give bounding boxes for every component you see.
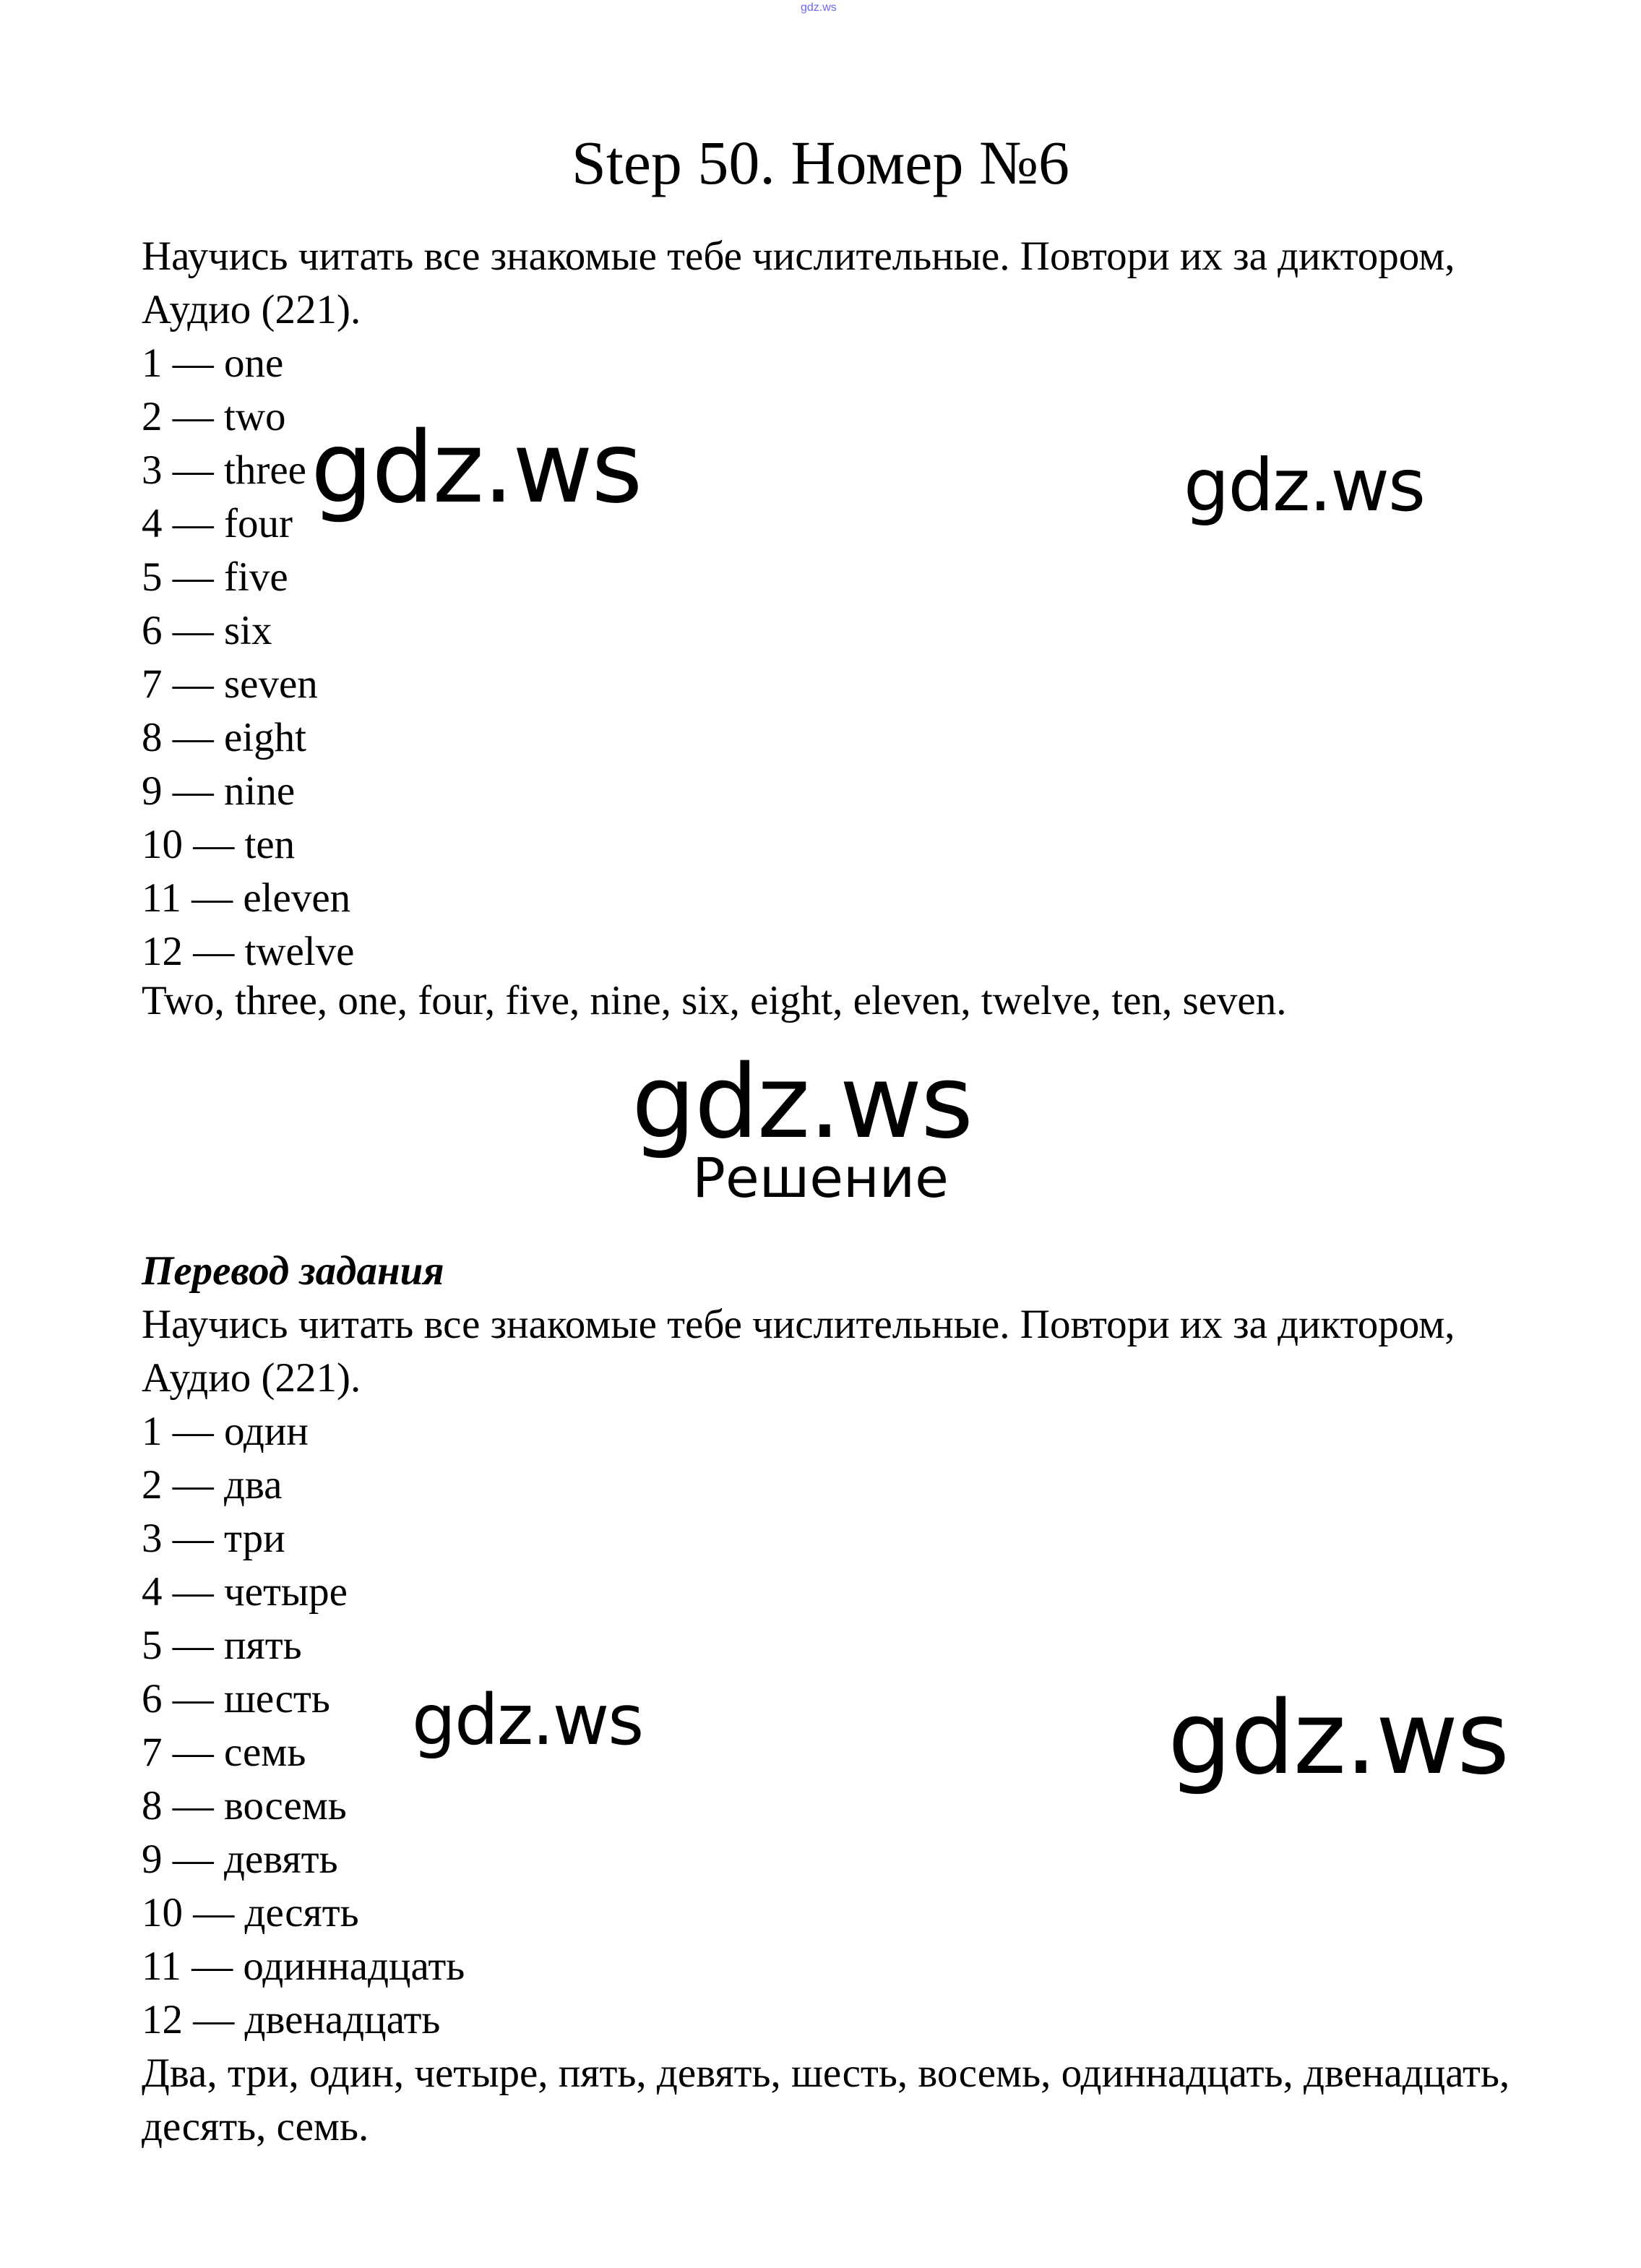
solution-number-9: 9 — девять	[142, 1837, 338, 1882]
solution-number-1: 1 — один	[142, 1409, 309, 1454]
top-watermark: gdz.ws	[801, 1, 837, 14]
task-number-10: 10 — ten	[142, 822, 296, 867]
watermark-logo: gdz.ws	[632, 1044, 973, 1161]
translation-heading: Перевод задания	[142, 1248, 444, 1294]
watermark-logo: gdz.ws	[1168, 1680, 1509, 1797]
task-number-6: 6 — six	[142, 608, 272, 653]
solution-number-5: 5 — пять	[142, 1623, 302, 1668]
task-sequence: Two, three, one, four, five, nine, six, eight, eleven, twelve, ten, seven.	[142, 978, 1287, 1023]
watermark-logo: gdz.ws	[1184, 443, 1425, 528]
task-number-5: 5 — five	[142, 554, 288, 600]
solution-number-11: 11 — одиннадцать	[142, 1943, 465, 1989]
page-title: Step 50. Номер №6	[571, 128, 1069, 197]
solution-sequence-line2: десять, семь.	[142, 2104, 369, 2149]
solution-instruction-line1: Научись читать все знакомые тебе числительные. Повтори их за диктором,	[142, 1302, 1455, 1347]
task-number-9: 9 — nine	[142, 768, 296, 814]
solution-number-12: 12 — двенадцать	[142, 1997, 441, 2043]
solution-heading: Решение	[692, 1146, 949, 1210]
task-number-2: 2 — two	[142, 394, 286, 439]
task-number-12: 12 — twelve	[142, 929, 355, 974]
task-number-11: 11 — eleven	[142, 875, 351, 921]
solution-number-4: 4 — четыре	[142, 1569, 348, 1615]
task-number-1: 1 — one	[142, 340, 284, 386]
watermark-logo: gdz.ws	[412, 1680, 643, 1761]
task-number-4: 4 — four	[142, 501, 293, 546]
solution-number-8: 8 — восемь	[142, 1783, 347, 1829]
task-instruction-line1: Научись читать все знакомые тебе числительные. Повтори их за диктором,	[142, 233, 1455, 279]
task-number-7: 7 — seven	[142, 661, 318, 707]
task-block	[142, 230, 1558, 1028]
solution-number-2: 2 — два	[142, 1462, 283, 1508]
task-number-3: 3 — three	[142, 447, 306, 493]
task-number-8: 8 — eight	[142, 715, 306, 760]
task-instruction-line2: Аудио (221).	[142, 287, 361, 332]
solution-sequence-line1: Два, три, один, четыре, пять, девять, шесть, восемь, одиннадцать, двенадцать,	[142, 2050, 1510, 2096]
solution-number-3: 3 — три	[142, 1516, 285, 1561]
solution-number-10: 10 — десять	[142, 1890, 359, 1936]
solution-number-7: 7 — семь	[142, 1730, 306, 1775]
solution-number-6: 6 — шесть	[142, 1676, 330, 1722]
solution-instruction-line2: Аудио (221).	[142, 1355, 361, 1401]
watermark-logo: gdz.ws	[311, 411, 642, 525]
